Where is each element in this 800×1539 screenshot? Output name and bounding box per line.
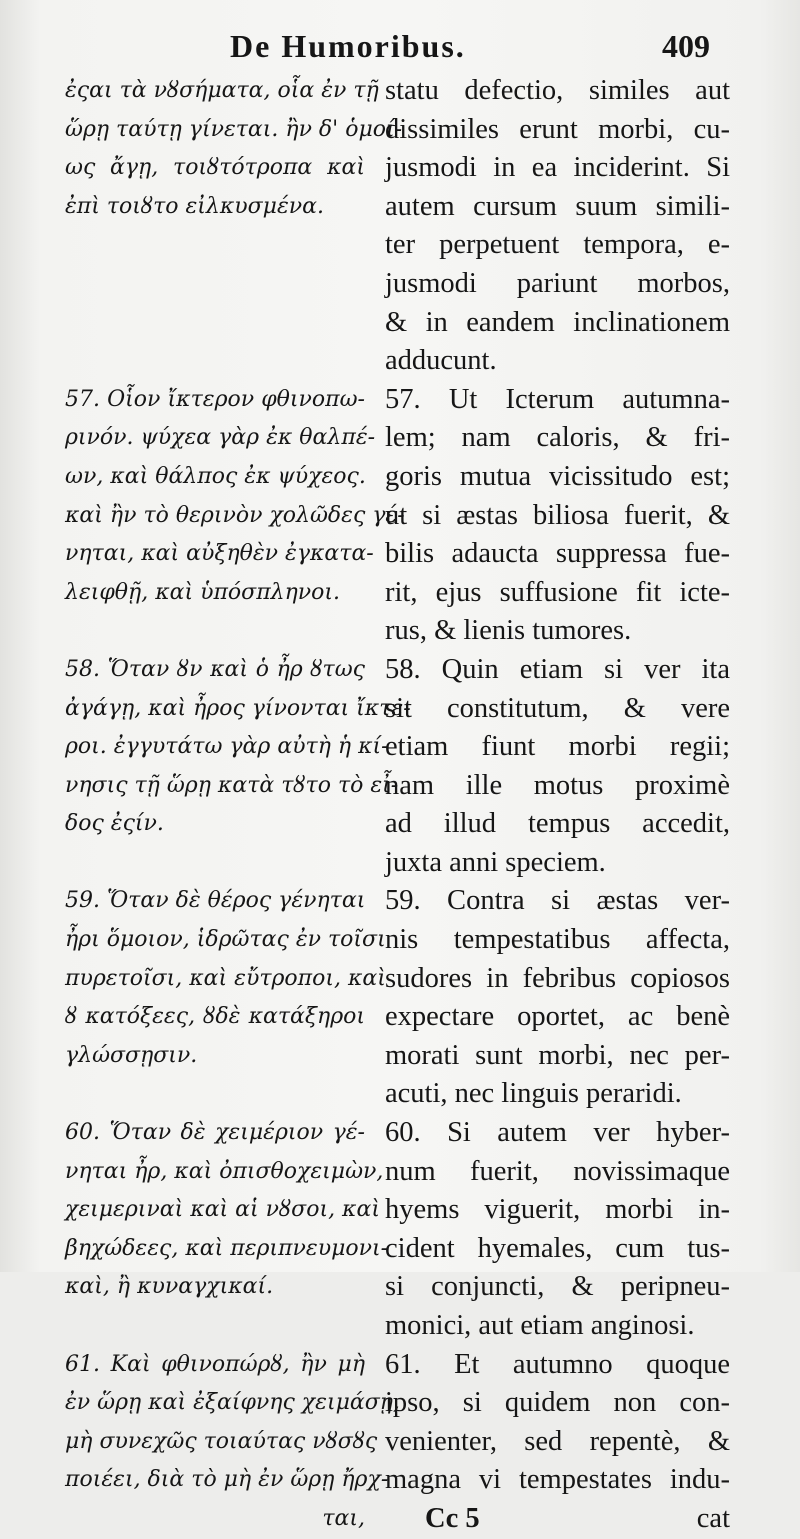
latin-text-line: morati sunt morbi, nec per- bbox=[385, 1039, 730, 1071]
greek-text-line: ρινόν. ψύχεα γὰρ ἐκ θαλπέ- bbox=[65, 425, 376, 451]
page-header bbox=[230, 28, 710, 68]
latin-text-line: acuti, nec linguis peraridi. bbox=[385, 1078, 682, 1110]
latin-text-line: expectare oportet, ac benè bbox=[385, 1001, 730, 1033]
latin-text-line: goris mutua vicissitudo est; bbox=[385, 460, 730, 492]
latin-text-line: 57. Ut Icterum autumna- bbox=[385, 383, 730, 415]
greek-text-line: μὴ συνεχῶς τοιαύτας νȣσȣς bbox=[65, 1428, 378, 1454]
greek-text-line bbox=[65, 342, 365, 381]
latin-text-line: 61. Et autumno quoque bbox=[385, 1348, 730, 1380]
latin-text-line: nam ille motus proximè bbox=[385, 769, 730, 801]
greek-text-line: ροι. ἐγγυτάτω γὰρ αὐτὴ ἡ κί- bbox=[65, 734, 389, 760]
greek-text-line: βηχώδεες, καὶ περιπνευμονι- bbox=[65, 1235, 389, 1261]
greek-text-line: ἐςαι τὰ νȣσήματα, οἷα ἐν τῇ bbox=[65, 78, 379, 103]
greek-text-line bbox=[65, 1075, 365, 1114]
latin-text-line: 58. Quin etiam si ver ita bbox=[385, 653, 730, 685]
latin-text-line: 59. Contra si æstas ver- bbox=[385, 885, 730, 917]
latin-text-line: rit, ejus suffusione fit icte- bbox=[385, 576, 730, 608]
latin-text-line: jusmodi pariunt morbos, bbox=[385, 267, 730, 299]
latin-text-line: hyems viguerit, morbi in- bbox=[385, 1194, 730, 1226]
greek-text-line: ἐν ὥρῃ καὶ ἐξαίφνης χειμάσῃ, bbox=[65, 1390, 400, 1416]
greek-text-line bbox=[65, 265, 365, 304]
latin-text-line: etiam fiunt morbi regii; bbox=[385, 731, 730, 763]
greek-text-line: ȣ κατόξεες, ȣδὲ κατάξηροι bbox=[65, 1004, 365, 1030]
latin-text-line: sit constitutum, & vere bbox=[385, 692, 730, 724]
latin-text-line: cident hyemales, cum tus- bbox=[385, 1232, 730, 1264]
greek-text-line: χειμεριναὶ καὶ αἱ νȣσοι, καὶ bbox=[65, 1197, 380, 1223]
greek-text-line: νηται ἦρ, καὶ ὀπισθοχειμὼν, bbox=[65, 1158, 384, 1184]
catchword: cat bbox=[696, 1502, 730, 1534]
latin-text-column bbox=[385, 72, 730, 1539]
greek-text-line: ται, bbox=[322, 1505, 365, 1531]
latin-text-line: si conjuncti, & peripneu- bbox=[385, 1271, 730, 1303]
latin-text-line: venienter, sed repentè, & bbox=[385, 1425, 730, 1457]
signature-mark: Cc 5 bbox=[425, 1502, 480, 1534]
greek-text-line: ὥρῃ ταύτῃ γίνεται. ἢν δ' ὁμοί- bbox=[65, 116, 403, 142]
greek-text-line: ἦρι ὅμοιον, ἱδρῶτας ἐν τοῖσι bbox=[65, 927, 386, 953]
greek-text-line: 57. Οἷον ἴκτερον φθινοπω- bbox=[65, 386, 365, 412]
latin-text-line: rus, & lienis tumores. bbox=[385, 615, 632, 647]
greek-text-line bbox=[65, 844, 365, 883]
greek-text-line: γλώσσῃσιν. bbox=[65, 1042, 198, 1068]
greek-text-line: ων, καὶ θάλπος ἐκ ψύχεος. bbox=[65, 463, 366, 489]
greek-text-line: ως ἄγῃ, τοιȣτότροπα καὶ bbox=[65, 155, 365, 181]
latin-text-line: monici, aut etiam anginosi. bbox=[385, 1310, 695, 1341]
greek-text-line: λειφθῇ, καὶ ὑπόσπληνοι. bbox=[65, 579, 341, 605]
page-footer bbox=[385, 1500, 730, 1539]
greek-text-line: ποιέει, διὰ τὸ μὴ ἐν ὥρῃ ἤρχ- bbox=[65, 1467, 389, 1493]
latin-text-line: num fuerit, novissimaque bbox=[385, 1155, 730, 1187]
latin-text-line: ipso, si quidem non con- bbox=[385, 1387, 730, 1419]
latin-text-line: ut si æstas biliosa fuerit, & bbox=[385, 499, 730, 531]
greek-text-line: 58. Ὅταν ȣν καὶ ὁ ἦρ ȣτως bbox=[65, 656, 365, 682]
greek-text-line: ἀγάγῃ, καὶ ἦρος γίνονται ἴκτε- bbox=[65, 695, 411, 721]
greek-text-line: νηται, καὶ αὐξηθὲν ἐγκατα- bbox=[65, 541, 374, 567]
greek-text-line: 61. Καὶ φθινοπώρȣ, ἢν μὴ bbox=[65, 1351, 365, 1377]
latin-text-line: adducunt. bbox=[385, 345, 497, 377]
latin-text-line: ter perpetuent tempora, e- bbox=[385, 229, 730, 261]
page-number: 409 bbox=[662, 28, 710, 64]
greek-text-line bbox=[65, 612, 365, 651]
greek-text-line: δος ἐςίν. bbox=[65, 811, 164, 837]
latin-text-line: jusmodi in ea inciderint. Si bbox=[385, 152, 730, 184]
latin-text-line: juxta anni speciem. bbox=[385, 846, 606, 878]
latin-text-line: autem cursum suum simili- bbox=[385, 190, 730, 222]
latin-text-line: ad illud tempus accedit, bbox=[385, 808, 730, 840]
greek-text-line: καὶ, ἢ κυναγχικαί. bbox=[65, 1274, 274, 1300]
greek-text-line: ἐπὶ τοιȣτο εἰλκυσμένα. bbox=[65, 193, 325, 219]
greek-text-line: πυρετοῖσι, καὶ εὔτροποι, καὶ bbox=[65, 965, 386, 991]
greek-text-line: νησις τῇ ὥρῃ κατὰ τȣτο τὸ εἶ- bbox=[65, 772, 399, 798]
latin-text-line: statu defectio, similes aut bbox=[385, 75, 730, 106]
latin-text-line: magna vi tempestates indu- bbox=[385, 1464, 730, 1496]
latin-text-line: dissimiles erunt morbi, cu- bbox=[385, 113, 730, 145]
latin-text-line: 60. Si autem ver hyber- bbox=[385, 1117, 730, 1149]
greek-text-line bbox=[65, 304, 365, 343]
latin-text-line: lem; nam caloris, & fri- bbox=[385, 422, 730, 454]
latin-text-line: nis tempestatibus affecta, bbox=[385, 924, 730, 956]
greek-text-column bbox=[65, 72, 411, 1539]
greek-text-line: 59. Ὅταν δὲ θέρος γένηται bbox=[65, 888, 366, 914]
greek-text-line: καὶ ἢν τὸ θερινὸν χολῶδες γέ- bbox=[65, 502, 405, 528]
greek-text-line bbox=[65, 226, 365, 265]
greek-text-line: 60. Ὅταν δὲ χειμέριον γέ- bbox=[65, 1120, 365, 1146]
latin-text-line: bilis adaucta suppressa fue- bbox=[385, 538, 730, 570]
latin-text-line: sudores in febribus copiosos bbox=[385, 962, 730, 994]
latin-text-line: & in eandem inclinationem bbox=[385, 306, 730, 338]
running-head: De Humoribus. bbox=[230, 28, 466, 64]
greek-text-line bbox=[65, 1307, 365, 1346]
